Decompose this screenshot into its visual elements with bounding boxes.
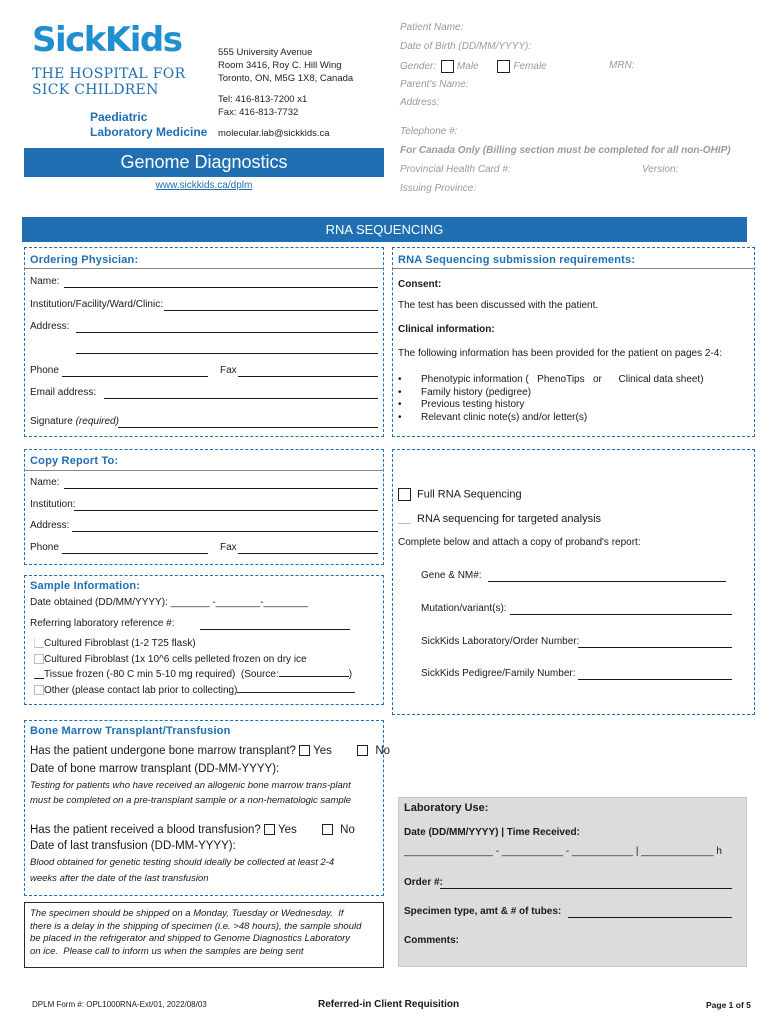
address-line2: Room 3416, Roy C. Hill Wing: [218, 60, 342, 71]
physician-institution-label: Institution/Facility/Ward/Clinic:: [30, 299, 163, 310]
department-name: [90, 110, 207, 140]
lab-date-label: Date (DD/MM/YYYY) | Time Received:: [404, 827, 580, 838]
date-obtained[interactable]: Date obtained (DD/MM/YYYY): _______ -________-________: [30, 597, 308, 608]
tissue-source-input[interactable]: [279, 668, 349, 677]
dob-label[interactable]: Date of Birth (DD/MM/YYYY):: [400, 41, 532, 52]
department-line1: Paediatric: [90, 110, 148, 124]
sample-info-header: Sample Information:: [30, 580, 141, 592]
full-rna-checkbox[interactable]: [398, 488, 411, 501]
lab-date-input[interactable]: ________________ - ___________ - ___________ | _____________ h: [404, 846, 722, 857]
bmt-no-label: No: [375, 745, 391, 757]
full-rna-label: Full RNA Sequencing: [417, 488, 522, 501]
clinical-info-label: Clinical information:: [398, 324, 495, 335]
divider: [24, 268, 384, 269]
physician-address-label: Address:: [30, 321, 70, 332]
ordering-physician-header: Ordering Physician:: [30, 254, 139, 266]
physician-phone-input[interactable]: [62, 376, 208, 377]
sample-option-fibroblast-pellet[interactable]: Cultured Fibroblast (1x 10^6 cells pelleted frozen on dry ice: [34, 652, 355, 668]
patient-telephone-label[interactable]: Telephone #:: [400, 126, 458, 137]
fax: Fax: 416-813-7732: [218, 107, 299, 118]
sample-option-tissue[interactable]: Tissue frozen (-80 C min 5-10 mg required) (Source: ): [34, 667, 355, 683]
physician-name-label: Name:: [30, 276, 60, 287]
shipping-line4: on ice. Please call to inform us when the samples are being sent: [30, 945, 304, 957]
list-item: • Phenotypic information ( PhenoTips or Clinical data sheet): [398, 374, 704, 385]
signature-required: (required): [75, 416, 119, 427]
shipping-line3: be placed in the refrigerator and shipped to Genome Diagnostics Laboratory: [30, 933, 351, 944]
referring-ref-label: Referring laboratory reference #:: [30, 618, 175, 629]
requirements-list: [398, 374, 704, 424]
copy-institution-label: Institution:: [30, 499, 76, 510]
gender-row: [400, 60, 547, 73]
bmt-no-checkbox[interactable]: [357, 745, 368, 756]
copy-address-label: Address:: [30, 520, 70, 531]
lab-specimen-input[interactable]: [568, 917, 732, 918]
bmt-note-line2: must be completed on a pre-transplant sample or a non-hematologic sample: [30, 795, 352, 806]
hospital-name-line1: THE HOSPITAL FOR: [32, 66, 186, 82]
sample-checkbox[interactable]: [34, 638, 44, 648]
copy-report-header: Copy Report To:: [30, 455, 119, 467]
copy-name-label: Name:: [30, 477, 60, 488]
website-link[interactable]: www.sickkids.ca/dplm: [155, 180, 253, 191]
female-checkbox[interactable]: [497, 60, 510, 73]
section-title: RNA SEQUENCING: [325, 222, 444, 237]
logo: [32, 20, 202, 98]
transfusion-question-row: [30, 824, 355, 836]
clinical-info-text: The following information has been provided for the patient on pages 2-4:: [398, 348, 723, 359]
logo-wordmark: SickKids: [32, 20, 182, 60]
consent-label: Consent:: [398, 279, 442, 290]
department-line2: Laboratory Medicine: [90, 125, 208, 139]
copy-fax-label: Fax: [220, 542, 237, 553]
mrn-label[interactable]: MRN:: [609, 60, 635, 71]
parent-name-label[interactable]: Parent's Name:: [400, 79, 469, 90]
bmt-date-label[interactable]: Date of bone marrow transplant (DD-MM-YYYY):: [30, 763, 280, 775]
section-title-bar: [22, 217, 747, 242]
sample-checkbox[interactable]: [34, 654, 44, 664]
transfusion-no-checkbox[interactable]: [322, 824, 333, 835]
shipping-note: [30, 908, 361, 958]
transfusion-note-line2: weeks after the date of the last transfusion: [30, 873, 209, 884]
lab-order-input[interactable]: [440, 888, 732, 889]
transfusion-yes-checkbox[interactable]: [264, 824, 275, 835]
targeted-rna-label: RNA sequencing for targeted analysis: [417, 513, 602, 525]
full-rna-option[interactable]: [398, 488, 522, 501]
sample-checkbox[interactable]: [34, 669, 44, 679]
lab-use-header: Laboratory Use:: [404, 802, 489, 814]
bmt-question-row: [30, 745, 390, 757]
email-link[interactable]: molecular.lab@sickkids.ca: [218, 128, 330, 139]
hospital-name-line2: SICK CHILDREN: [32, 82, 159, 98]
bmt-note-line1: Testing for patients who have received an allogenic bone marrow trans-plant: [30, 780, 351, 791]
physician-fax-label: Fax: [220, 365, 237, 376]
sample-options: [34, 636, 355, 698]
sample-checkbox[interactable]: [34, 685, 44, 695]
order-number-input[interactable]: [578, 647, 732, 648]
copy-institution-input[interactable]: [74, 510, 378, 511]
ordering-physician-box: [24, 247, 384, 437]
divider: [24, 470, 384, 471]
gender-label: Gender:: [400, 61, 437, 73]
canada-billing-note: For Canada Only (Billing section must be completed for all non-OHIP): [400, 145, 731, 156]
lab-specimen-label: Specimen type, amt & # of tubes:: [404, 906, 562, 917]
consent-text: The test has been discussed with the patient.: [398, 300, 599, 311]
shipping-line1: The specimen should be shipped on a Monday, Tuesday or Wednesday. If: [30, 908, 344, 919]
referring-ref-input[interactable]: [200, 629, 350, 630]
list-item: • Previous testing history: [398, 399, 525, 410]
mutation-label: Mutation/variant(s):: [421, 603, 507, 614]
gene-label: Gene & NM#:: [421, 570, 482, 581]
targeted-instruction: Complete below and attach a copy of proband's report:: [398, 537, 641, 548]
pedigree-input[interactable]: [578, 679, 732, 680]
signature-label: [30, 416, 119, 427]
bmt-question: Has the patient undergone bone marrow transplant?: [30, 745, 296, 757]
list-item: • Family history (pedigree): [398, 386, 532, 398]
health-card-label[interactable]: Provincial Health Card #:: [400, 164, 511, 175]
physician-email-input[interactable]: [104, 398, 378, 399]
bmt-header: Bone Marrow Transplant/Transfusion: [30, 725, 231, 737]
address-line1: 555 University Avenue: [218, 47, 313, 58]
patient-name-label[interactable]: Patient Name:: [400, 22, 464, 33]
physician-email-label: Email address:: [30, 387, 97, 398]
transfusion-date-label[interactable]: Date of last transfusion (DD-MM-YYYY):: [30, 840, 236, 852]
other-sample-input[interactable]: [237, 684, 355, 693]
physician-address-input-2[interactable]: [76, 353, 378, 354]
copy-fax-input[interactable]: [238, 553, 378, 554]
copy-address-input[interactable]: [72, 531, 378, 532]
transfusion-no-label: No: [340, 824, 355, 836]
gene-input[interactable]: [488, 581, 726, 582]
physician-name-input[interactable]: [64, 287, 378, 288]
physician-phone-label: Phone: [30, 365, 59, 376]
banner-title: Genome Diagnostics: [120, 152, 288, 172]
physician-institution-input[interactable]: [164, 310, 378, 311]
copy-phone-label: Phone: [30, 542, 59, 553]
transfusion-note-line1: Blood obtained for genetic testing should ideally be collected at least 2-4: [30, 857, 335, 868]
lab-comments-label: Comments:: [404, 935, 460, 946]
lab-address: [218, 46, 353, 140]
bmt-yes-checkbox[interactable]: [299, 745, 310, 756]
targeted-rna-checkbox[interactable]: [398, 514, 411, 524]
footer-title: Referred-in Client Requisition: [318, 999, 460, 1010]
list-item: • Relevant clinic note(s) and/or letter(s): [398, 411, 588, 423]
form-number: DPLM Form #: OPL1000RNA-Ext/01, 2022/08/03: [32, 1000, 207, 1009]
version-label[interactable]: Version:: [642, 164, 679, 175]
targeted-rna-option[interactable]: [398, 513, 601, 525]
transfusion-yes-label: Yes: [278, 824, 297, 836]
divider: [392, 268, 755, 269]
copy-phone-input[interactable]: [62, 553, 208, 554]
pedigree-label: SickKids Pedigree/Family Number:: [421, 668, 576, 679]
issuing-province-label[interactable]: Issuing Province:: [400, 183, 477, 194]
sample-option-other[interactable]: Other (please contact lab prior to collecting): [34, 683, 355, 699]
copy-name-input[interactable]: [64, 488, 378, 489]
signature-input[interactable]: [118, 427, 378, 428]
male-checkbox[interactable]: [441, 60, 454, 73]
patient-address-label[interactable]: Address:: [400, 97, 440, 108]
female-label: Female: [513, 61, 547, 73]
address-line3: Toronto, ON, M5G 1X8, Canada: [218, 73, 354, 84]
page-number: Page 1 of 5: [706, 1000, 751, 1010]
order-number-label: SickKids Laboratory/Order Number:: [421, 636, 580, 647]
genome-diagnostics-banner: [24, 148, 384, 177]
requirements-header: RNA Sequencing submission requirements:: [398, 254, 636, 266]
shipping-line2: there is a delay in the shipping of specimen (i.e. >48 hours), the sample should: [30, 920, 362, 932]
signature-text: Signature: [30, 416, 73, 427]
telephone: Tel: 416-813-7200 x1: [218, 94, 308, 105]
sample-option-fibroblast-flask[interactable]: Cultured Fibroblast (1-2 T25 flask): [34, 636, 355, 652]
physician-address-input[interactable]: [76, 332, 378, 333]
transfusion-question: Has the patient received a blood transfusion?: [30, 824, 261, 836]
bmt-yes-label: Yes: [313, 745, 332, 757]
mutation-input[interactable]: [510, 614, 732, 615]
lab-order-label: Order #:: [404, 877, 443, 888]
male-label: Male: [456, 61, 479, 73]
physician-fax-input[interactable]: [238, 376, 378, 377]
